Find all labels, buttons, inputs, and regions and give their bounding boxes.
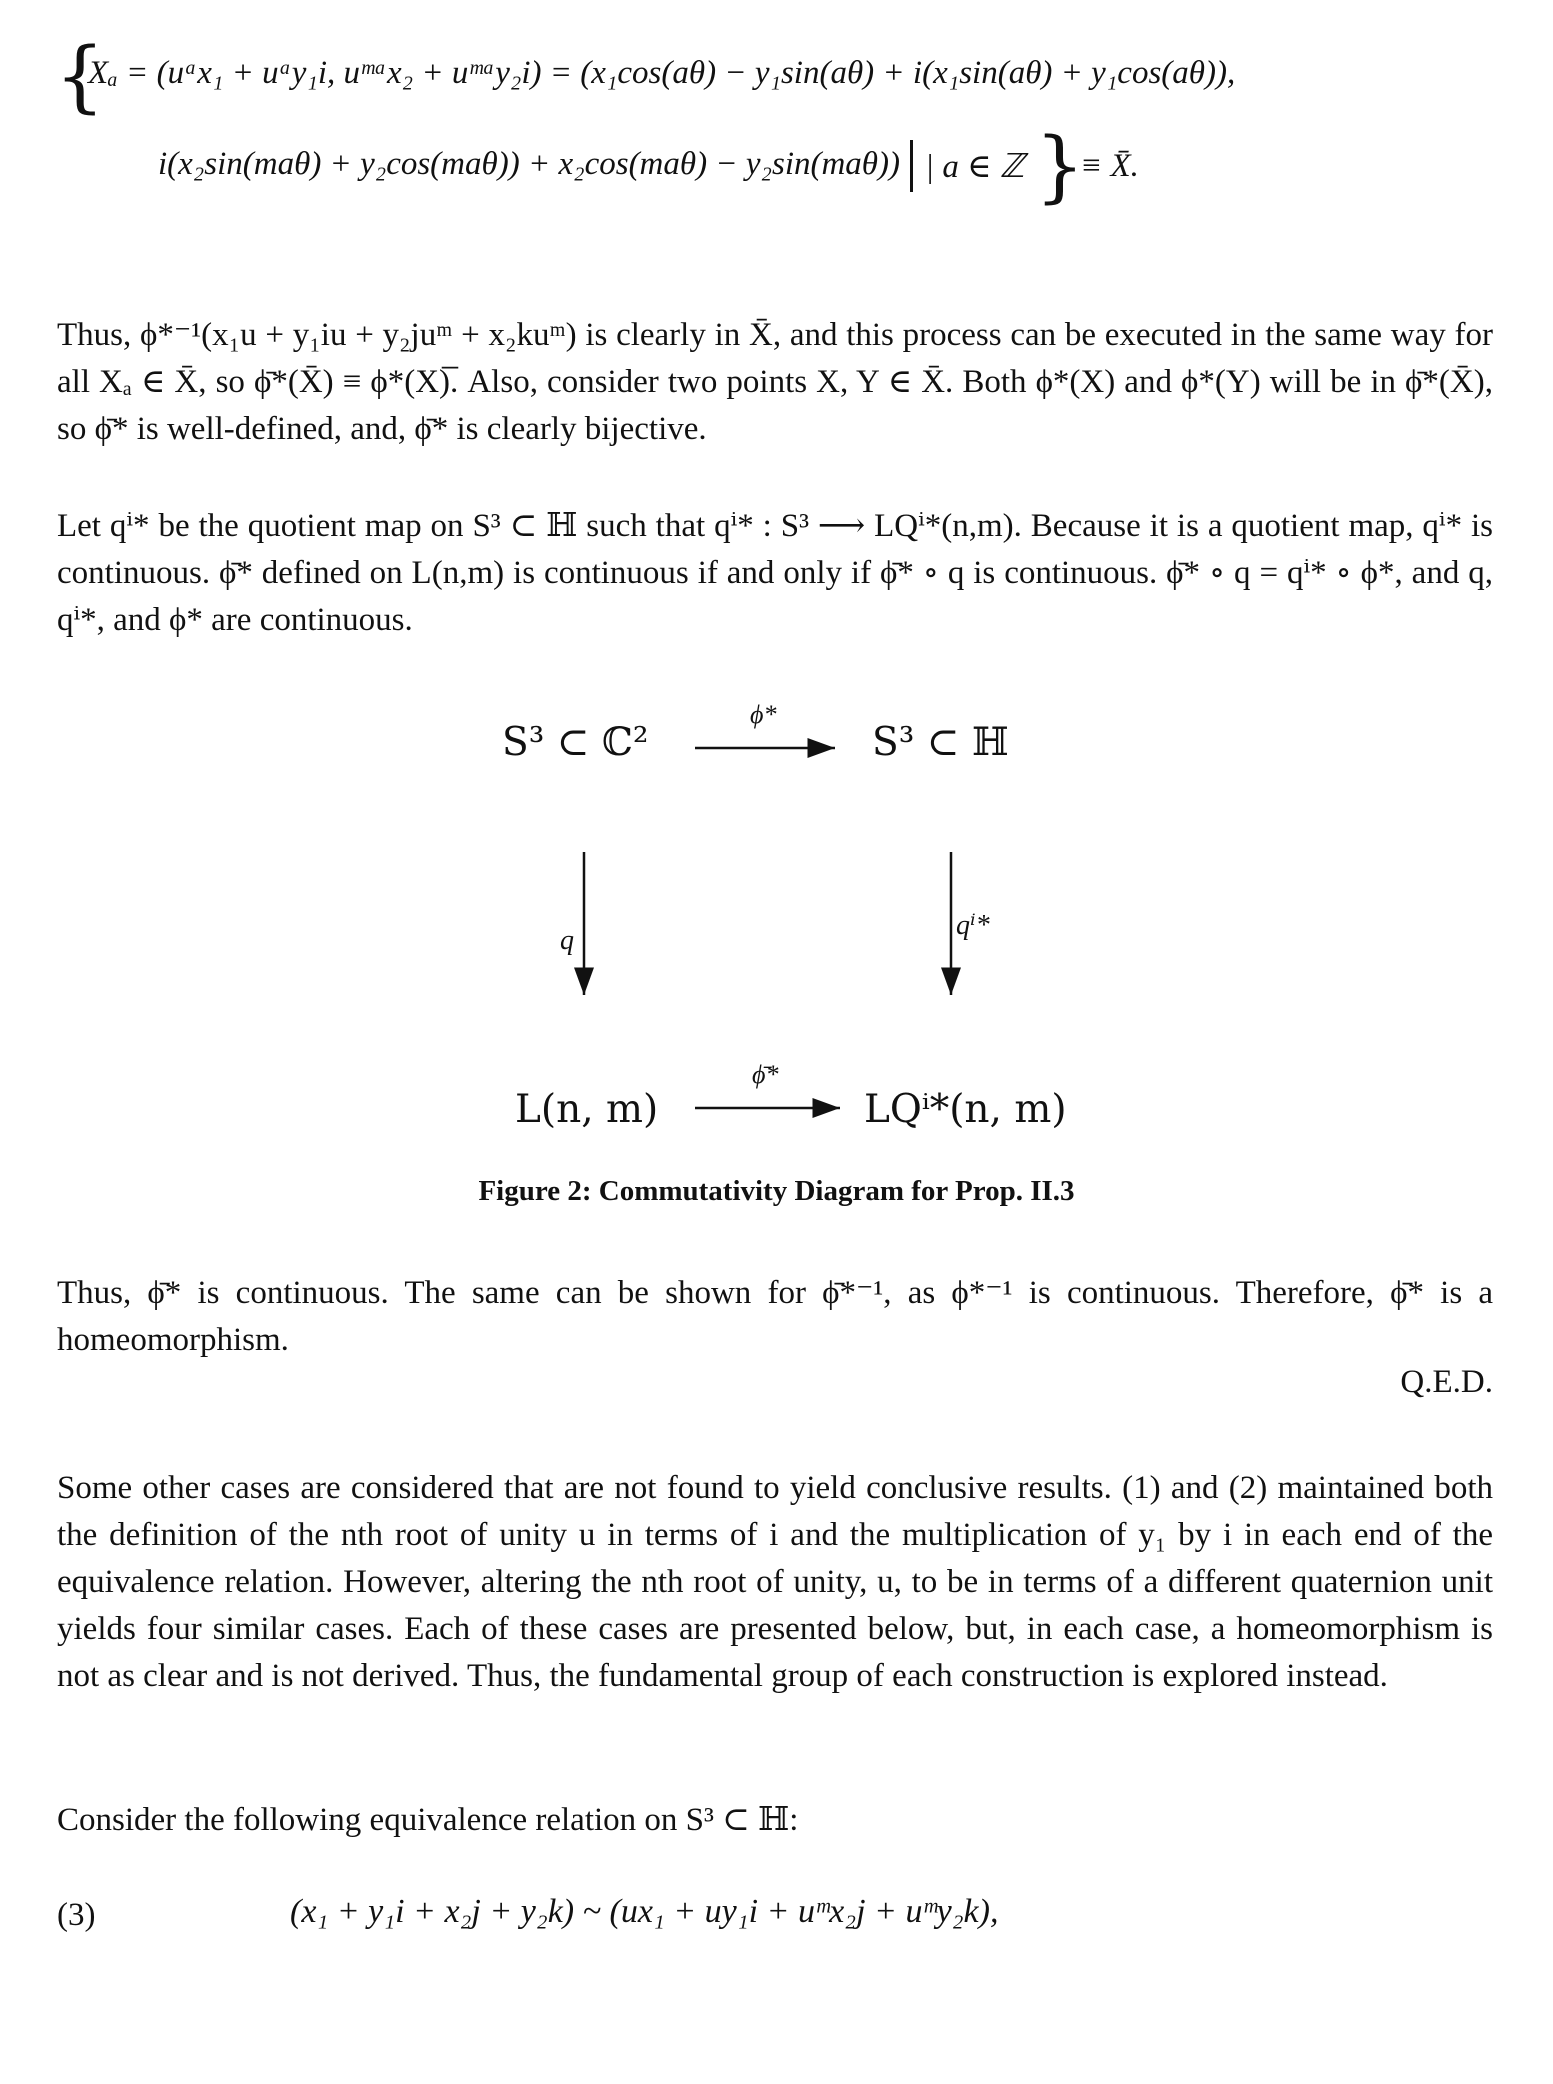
bottom-arrow-label: ϕ̄*: [752, 1060, 779, 1089]
qed-mark: Q.E.D.: [1400, 1364, 1493, 1400]
figure-caption: Figure 2: Commutativity Diagram for Prop. II.3: [478, 1175, 1075, 1207]
set-equation-line-1: Xₐ = (uᵃx₁ + uᵃy₁i, uᵐᵃx₂ + uᵐᵃy₂i) = (x₁cos(aθ) − y₁sin(aθ) + i(x₁sin(aθ) + y₁cos(aθ)),: [88, 55, 1236, 91]
right-arrow-label: qⁱ*: [956, 910, 990, 941]
paragraph-consider-relation: Consider the following equivalence relation on S³ ⊂ ℍ:: [57, 1802, 799, 1838]
set-condition: | a ∈ ℤ: [925, 149, 1025, 185]
paragraph-homeomorphism: Thus, ϕ̄* is continuous. The same can be shown for ϕ̄*⁻¹, as ϕ*⁻¹ is continuous. Therefore, ϕ̄* is a homeomorphism.: [57, 1275, 1493, 1358]
equation-3-label: (3): [57, 1897, 96, 1933]
paragraph-other-cases: Some other cases are considered that are not found to yield conclusive results. (1) and (2) maintained both the definition of the nth root of unity u in terms of i and the multiplication of y₁ by i in each end of the equivalence relation. However, altering the nth root of unity, u, to be in terms of a different quaternion unit yields four similar cases. Each of these cases are presented below, but, in each case, a homeomorphism is not as clear and is not derived. Thus, the fundamental group of each construction is explored instead.: [57, 1470, 1493, 1694]
equation-3: (x₁ + y₁i + x₂j + y₂k) ~ (ux₁ + uy₁i + uᵐx₂j + uᵐy₂k),: [290, 1893, 999, 1930]
diagram-top-left: S³ ⊂ ℂ²: [502, 720, 649, 765]
set-equivalence: ≡ X̄.: [1080, 148, 1139, 184]
left-arrow-label: q: [560, 925, 574, 956]
top-arrow-label: ϕ*: [750, 700, 777, 729]
diagram-bottom-right: LQⁱ*(n, m): [864, 1087, 1067, 1132]
right-brace: }: [1035, 122, 1085, 212]
left-brace: {: [55, 32, 105, 122]
paragraph-well-defined: Thus, ϕ*⁻¹(x₁u + y₁iu + y₂juᵐ + x₂kuᵐ) is clearly in X̄, and this process can be executed in the same way for all Xₐ ∈ X̄, so ϕ̄*(X̄) ≡ ϕ*(X)̅. Also, consider two points X, Y ∈ X̄. Both ϕ*(X) and ϕ*(Y) will be in ϕ̄*(X̄), so ϕ̄* is well-defined, and, ϕ̄* is clearly bijective.: [57, 317, 1493, 447]
diagram-bottom-left: L(n, m): [515, 1087, 659, 1132]
set-equation-line-2: i(x₂sin(maθ) + y₂cos(maθ)) + x₂cos(maθ) − y₂sin(maθ)): [158, 146, 901, 182]
diagram-top-right: S³ ⊂ ℍ: [872, 720, 1009, 765]
paragraph-quotient-map: Let qⁱ* be the quotient map on S³ ⊂ ℍ such that qⁱ* : S³ ⟶ LQⁱ*(n,m). Because it is a quotient map, qⁱ* is continuous. ϕ̄* defined on L(n,m) is continuous if and only if ϕ̄* ∘ q is continuous. ϕ̄* ∘ q = qⁱ* ∘ ϕ*, and q, qⁱ*, and ϕ* are continuous.: [57, 508, 1493, 638]
